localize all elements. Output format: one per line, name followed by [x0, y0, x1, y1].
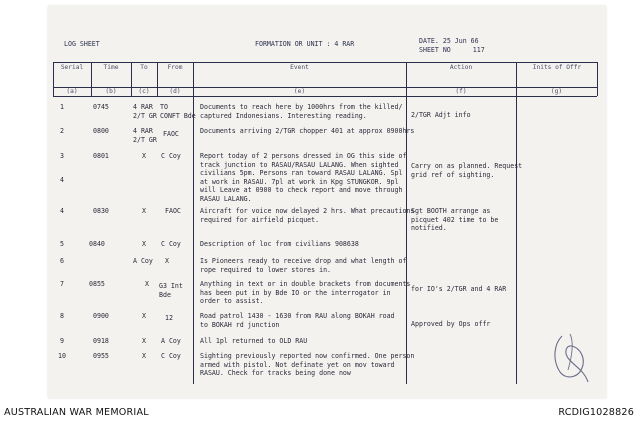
signature-scribble-icon: [548, 330, 592, 388]
row-2-serial: 2: [60, 127, 64, 135]
row-1-event: Documents to reach here by 1000hrs from the killed/ captured Indonesians. Interesting reading.: [200, 103, 403, 120]
row-4b-time: 0830: [93, 207, 109, 215]
row-7-serial: 7: [60, 280, 64, 288]
row-4b-from: FAOC: [165, 207, 181, 215]
col-divider-right: [597, 62, 598, 96]
col-header-from: From: [167, 64, 183, 71]
row-7-event: Anything in text or in double brackets from documents has been put in by Bde IO or the interrogator in order to assist.: [200, 280, 411, 306]
row-2-time: 0800: [93, 127, 109, 135]
row-9-from: A Coy: [161, 337, 181, 345]
row-3-action: Carry on as planned. Request grid ref of sighting.: [411, 162, 523, 179]
row-4a-serial: 4: [60, 176, 64, 184]
row-3-event: Report today of 2 persons dressed in OG this side of track junction to RASAU/RASAU LALANG. When sighted civilians 5pm. Persons ran toward RASAU LALANG. Spl at work in RASAU. 7pl at work in Kpg STUNGKOR. 9pl will Leave at 0900 to check report and move through RASAU LALANG.: [200, 152, 407, 203]
col-header-serial: Serial: [60, 64, 84, 71]
row-3-time: 0801: [93, 152, 109, 160]
row-8-to: X: [142, 312, 146, 320]
row-10-serial: 10: [58, 352, 66, 360]
row-10-time: 0955: [93, 352, 109, 360]
row-2-from: FAOC: [163, 130, 179, 138]
row-1-serial: 1: [60, 103, 64, 111]
row-5-from: C Coy: [161, 240, 181, 248]
row-8-serial: 8: [60, 312, 64, 320]
row-10-event: Sighting previously reported now confirmed. One person armed with pistol. Not definate yet on mov toward RASAU. Check for tracks being done now: [200, 352, 415, 378]
date-field: DATE. 25 Jun 66: [419, 37, 479, 45]
row-5-serial: 5: [60, 240, 64, 248]
col-key-event: (e): [293, 88, 306, 95]
date-label: DATE: [419, 37, 435, 45]
row-6-to: A Coy: [133, 257, 153, 265]
row-2-event: Documents arriving 2/TGR chopper 401 at approx 0900hrs: [200, 127, 415, 135]
row-6-event: Is Pioneers ready to receive drop and what length of rope required to lower stores in.: [200, 257, 407, 274]
col-header-action: Action: [449, 64, 473, 71]
row-1-action: 2/TGR Adjt info: [411, 111, 471, 119]
col-key-action: (f): [455, 88, 467, 95]
col-header-time: Time: [103, 64, 119, 71]
row-4b-serial: 4: [60, 207, 64, 215]
row-8-from: 12: [165, 314, 173, 322]
col-key-time: (b): [105, 88, 117, 95]
row-1-time: 0745: [93, 103, 109, 111]
col-key-from: (d): [169, 88, 181, 95]
row-6-serial: 6: [60, 257, 64, 265]
archive-reference: RCDIG1028826: [558, 407, 634, 418]
formation-label: FORMATION OR UNIT : 4 RAR: [255, 40, 355, 48]
row-10-to: X: [142, 352, 146, 360]
row-10-from: C Coy: [161, 352, 181, 360]
row-5-event: Description of loc from civilians 908638: [200, 240, 359, 248]
row-3-serial: 3: [60, 152, 64, 160]
log-sheet-paper: [48, 6, 606, 398]
row-4b-to: X: [142, 207, 146, 215]
row-7-time: 0855: [89, 280, 105, 288]
row-1-from: TO CONFT Bde: [160, 103, 196, 120]
row-8-event: Road patrol 1430 - 1630 from RAU along BOKAH road to BOKAH rd junction: [200, 312, 395, 329]
row-9-time: 0918: [93, 337, 109, 345]
date-value: 25 Jun 66: [442, 37, 479, 45]
row-2-to: 4 RAR 2/T GR: [133, 127, 157, 144]
sheet-type-label: LOG SHEET: [64, 40, 100, 48]
col-key-to: (c): [138, 88, 150, 95]
col-header-inits: Inits of Offr: [532, 64, 582, 71]
sheet-number-label: SHEET NO: [419, 46, 451, 54]
col-header-event: Event: [290, 64, 309, 71]
row-7-to: X: [145, 280, 149, 288]
sheet-number-field: [419, 46, 485, 54]
row-9-to: X: [142, 337, 146, 345]
archive-name: AUSTRALIAN WAR MEMORIAL: [4, 407, 149, 418]
row-8-time: 0900: [93, 312, 109, 320]
row-9-event: All 1pl returned to OLD RAU: [200, 337, 308, 345]
col-key-serial: (a): [66, 88, 78, 95]
row-3-to: X: [142, 152, 146, 160]
row-3-from: C Coy: [161, 152, 181, 160]
row-9-serial: 9: [60, 337, 64, 345]
row-1-to: 4 RAR 2/T GR: [133, 103, 157, 120]
row-5-to: X: [142, 240, 146, 248]
col-divider-action: [516, 62, 517, 384]
row-4b-event: Aircraft for voice now delayed 2 hrs. What precautions required for airfield picquet.: [200, 207, 415, 224]
col-header-to: To: [140, 64, 148, 71]
row-7-from: G3 Int Bde: [159, 282, 183, 299]
row-8-action: Approved by Ops offr: [411, 320, 491, 328]
row-4b-action: Sgt BOOTH arrange as picquet 402 time to be notified.: [411, 207, 499, 233]
row-6-from: X: [165, 257, 169, 265]
col-key-inits: (g): [550, 88, 563, 95]
row-5-time: 0840: [89, 240, 105, 248]
sheet-number-value: 117: [472, 46, 485, 54]
row-7-action: for IO's 2/TGR and 4 RAR: [411, 285, 507, 293]
